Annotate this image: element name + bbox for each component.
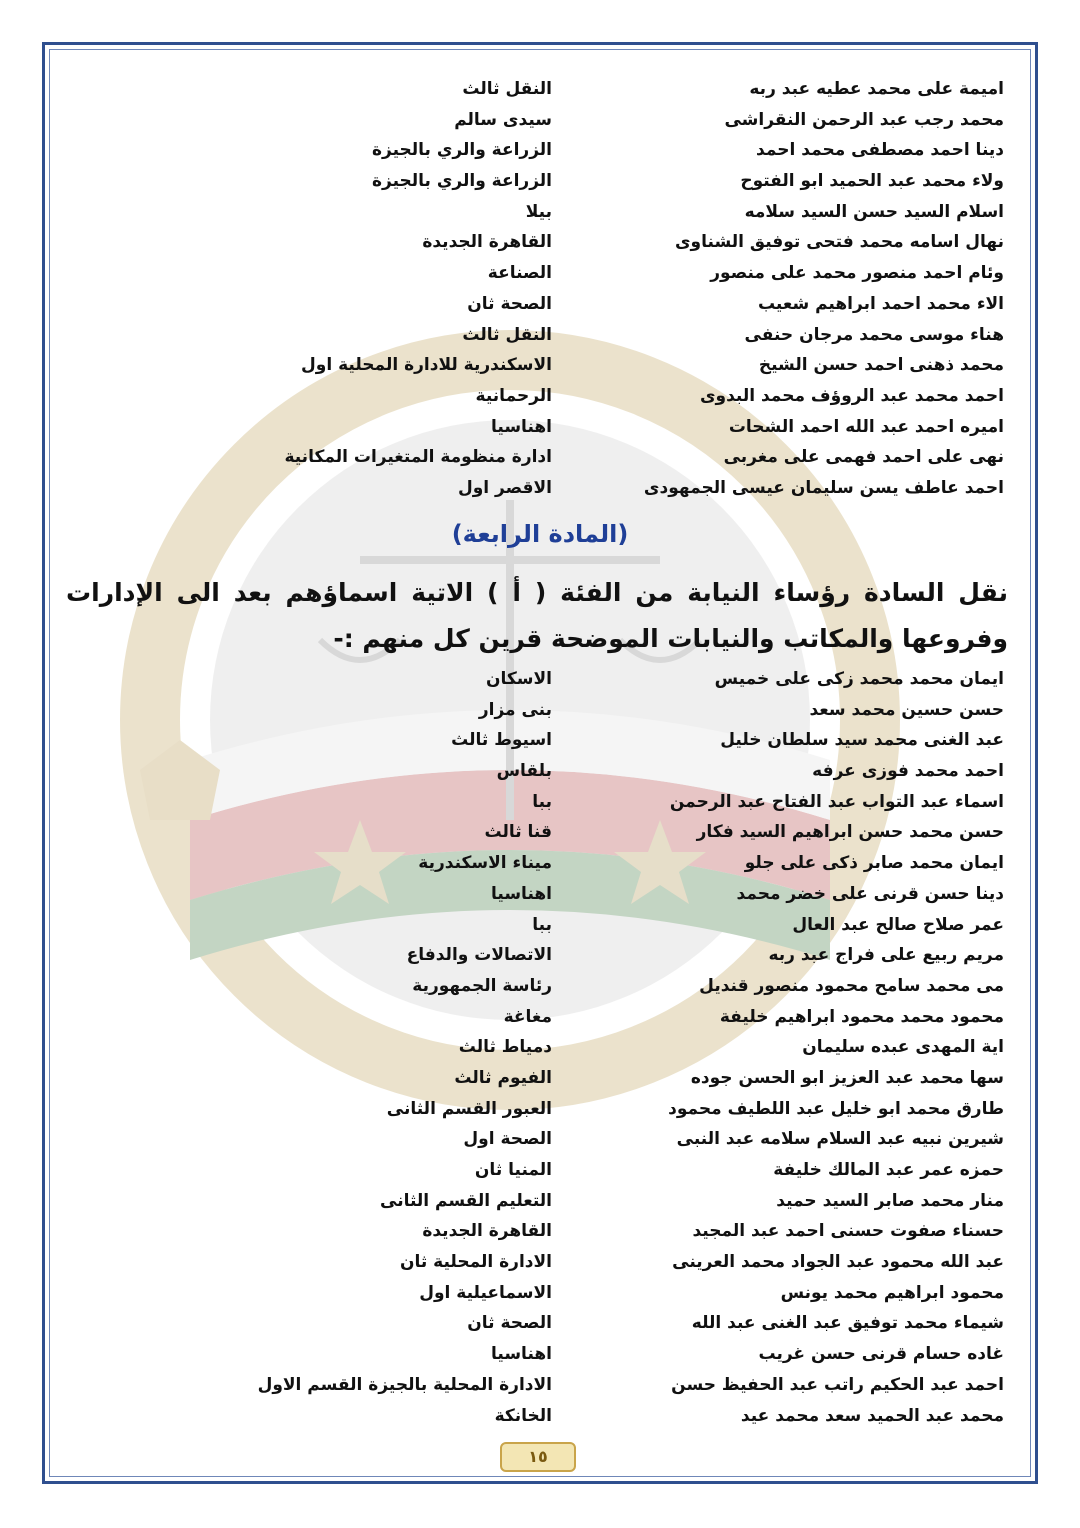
destination: الاسكان — [486, 669, 552, 689]
person-name: اميمة على محمد عطيه عبد ربه — [749, 79, 1004, 99]
list-item — [0, 227, 1080, 258]
person-name: طارق محمد ابو خليل عبد اللطيف محمود — [668, 1098, 1004, 1119]
list-item — [0, 320, 1080, 351]
list-item — [0, 258, 1080, 289]
destination: الصحة اول — [463, 1129, 552, 1150]
list-item — [0, 817, 1080, 848]
destination: سيدى سالم — [454, 109, 552, 130]
person-name: محمود محمد محمود ابراهيم خليفة — [719, 1006, 1004, 1027]
person-name: احمد عبد الحكيم راتب عبد الحفيظ حسن — [671, 1374, 1004, 1395]
list-item — [0, 473, 1080, 504]
destination: الصحة ثان — [467, 293, 552, 314]
destination: القاهرة الجديدة — [422, 1221, 552, 1242]
person-name: سها محمد عبد العزيز ابو الحسن جوده — [690, 1067, 1004, 1088]
destination: الرحمانية — [475, 385, 552, 406]
list-item — [0, 664, 1080, 695]
page-number: ١٥ — [500, 1442, 576, 1472]
person-name: ايمان محمد محمد زكى على خميس — [714, 669, 1004, 689]
person-name: محمود ابراهيم محمد يونس — [780, 1282, 1004, 1303]
person-name: هناء موسى محمد مرجان حنفى — [744, 324, 1004, 345]
list-item — [0, 1339, 1080, 1370]
destination: الادارة المحلية بالجيزة القسم الاول — [257, 1374, 552, 1395]
destination: الاسكندرية للادارة المحلية اول — [301, 355, 552, 376]
destination: الزراعة والري بالجيزة — [371, 171, 552, 192]
list-item — [0, 725, 1080, 756]
destination: اهناسيا — [491, 416, 552, 437]
person-name: غاده حسام قرنى حسن غريب — [758, 1344, 1004, 1365]
destination: الصناعة — [487, 263, 552, 284]
list-item — [0, 1094, 1080, 1125]
person-name: شيماء محمد توفيق عبد الغنى عبد الله — [691, 1313, 1004, 1334]
person-name: محمد عبد الحميد سعد محمد عيد — [740, 1405, 1004, 1426]
list-item — [0, 412, 1080, 443]
destination: اهناسيا — [491, 1344, 552, 1365]
destination: بيلا — [525, 201, 552, 222]
list-item — [0, 879, 1080, 910]
person-name: ايمان محمد صابر ذكى على جلو — [744, 853, 1004, 874]
list-item — [0, 787, 1080, 818]
person-name: نهال اسامه محمد فتحى توفيق الشناوى — [674, 232, 1004, 253]
person-name: اسلام السيد حسن السيد سلامه — [744, 201, 1004, 222]
list-item — [0, 135, 1080, 166]
person-name: حسناء صفوت حسنى احمد عبد المجيد — [692, 1221, 1004, 1242]
person-name: محمد رجب عبد الرحمن النقراشى — [724, 109, 1004, 130]
list-item — [0, 166, 1080, 197]
destination: الفيوم ثالث — [454, 1067, 552, 1088]
list-item — [0, 1002, 1080, 1033]
destination: مغاغة — [503, 1006, 552, 1027]
list-item — [0, 74, 1080, 105]
list-item — [0, 197, 1080, 228]
person-name: حمزه عمر عبد المالك خليفة — [773, 1160, 1004, 1180]
destination: الزراعة والري بالجيزة — [371, 140, 552, 161]
list-item — [0, 848, 1080, 879]
list-item — [0, 756, 1080, 787]
destination: الاتصالات والدفاع — [406, 945, 552, 966]
destination: بنى مزار — [478, 699, 552, 720]
destination: ميناء الاسكندرية — [418, 853, 552, 874]
person-name: محمد ذهنى احمد حسن الشيخ — [758, 355, 1004, 376]
list-item — [0, 1186, 1080, 1217]
destination: القاهرة الجديدة — [422, 232, 552, 253]
list-item — [0, 289, 1080, 320]
person-name: حسن محمد حسن ابراهيم السيد فكار — [696, 822, 1004, 843]
section-title: (المادة الرابعة) — [451, 520, 629, 548]
person-name: احمد محمد عبد الروؤف محمد البدوى — [699, 385, 1004, 406]
list-item — [0, 971, 1080, 1002]
person-name: دينا حسن قرنى على خضر محمد — [736, 883, 1004, 904]
person-name: منار محمد صابر السيد حميد — [776, 1190, 1004, 1211]
list-item — [0, 1308, 1080, 1339]
person-name: احمد محمد فوزى عرفه — [812, 761, 1004, 782]
destination: النقل ثالث — [462, 324, 552, 345]
destination: قنا ثالث — [484, 822, 552, 843]
person-name: اسماء عبد التواب عبد الفتاح عبد الرحمن — [669, 791, 1004, 812]
destination: ببا — [532, 791, 552, 812]
list-item — [0, 695, 1080, 726]
list-item — [0, 940, 1080, 971]
list-item — [0, 1124, 1080, 1155]
person-name: شيرين نبيه عبد السلام سلامه عبد النبى — [676, 1129, 1004, 1150]
list-item — [0, 381, 1080, 412]
transfer-paragraph: نقل السادة رؤساء النيابة من الفئة ( أ ) الاتية اسماؤهم بعد الى الإدارات وفروعها والمكاتب والنيابات الموضحة قرين كل منهم :- — [66, 578, 1008, 653]
bottom-name-list — [0, 664, 1080, 1431]
list-item — [0, 350, 1080, 381]
top-name-list — [0, 74, 1080, 504]
destination: اهناسيا — [491, 883, 552, 904]
destination: المنيا ثان — [474, 1160, 552, 1180]
person-name: نهى على احمد فهمى على مغربى — [723, 447, 1004, 468]
destination: الخانكة — [494, 1405, 552, 1426]
destination: النقل ثالث — [462, 79, 552, 99]
person-name: عمر صلاح صالح عبد العال — [792, 914, 1004, 935]
person-name: الاء محمد احمد ابراهيم شعيب — [757, 293, 1004, 314]
destination: اسيوط ثالث — [451, 730, 552, 751]
person-name: مى محمد سامح محمود منصور قنديل — [699, 975, 1004, 996]
destination: ببا — [532, 914, 552, 935]
list-item — [0, 1401, 1080, 1432]
list-item — [0, 1216, 1080, 1247]
list-item — [0, 1278, 1080, 1309]
person-name: حسن حسين محمد سعد — [809, 699, 1004, 720]
person-name: وئام احمد منصور محمد على منصور — [710, 263, 1004, 284]
list-item — [0, 1155, 1080, 1186]
person-name: عبد الغنى محمد سيد سلطان خليل — [720, 730, 1004, 751]
list-item — [0, 105, 1080, 136]
person-name: دينا احمد مصطفى محمد احمد — [756, 140, 1004, 161]
destination: العبور القسم الثانى — [386, 1098, 552, 1119]
destination: التعليم القسم الثانى — [380, 1190, 552, 1211]
person-name: احمد عاطف يسن سليمان عيسى الجمهودى — [643, 477, 1004, 498]
person-name: ولاء محمد عبد الحميد ابو الفتوح — [740, 171, 1004, 192]
destination: الصحة ثان — [467, 1313, 552, 1334]
list-item — [0, 1063, 1080, 1094]
destination: دمياط ثالث — [458, 1037, 552, 1058]
list-item — [0, 1370, 1080, 1401]
list-item — [0, 1247, 1080, 1278]
list-item — [0, 442, 1080, 473]
person-name: اميره احمد عبد الله احمد الشحات — [728, 416, 1004, 437]
destination: ادارة منظومة المتغيرات المكانية — [284, 447, 552, 468]
destination: الاقصر اول — [457, 477, 552, 498]
destination: بلقاس — [496, 761, 552, 782]
person-name: عبد الله محمود عبد الجواد محمد العرينى — [672, 1252, 1004, 1273]
person-name: مريم ربيع على فراج عبد ربه — [768, 945, 1004, 966]
destination: الادارة المحلية ثان — [399, 1252, 552, 1273]
list-item — [0, 910, 1080, 941]
destination: رئاسة الجمهورية — [412, 975, 552, 996]
person-name: اية المهدى عبده سليمان — [802, 1037, 1004, 1058]
list-item — [0, 1032, 1080, 1063]
destination: الاسماعيلية اول — [419, 1282, 552, 1303]
